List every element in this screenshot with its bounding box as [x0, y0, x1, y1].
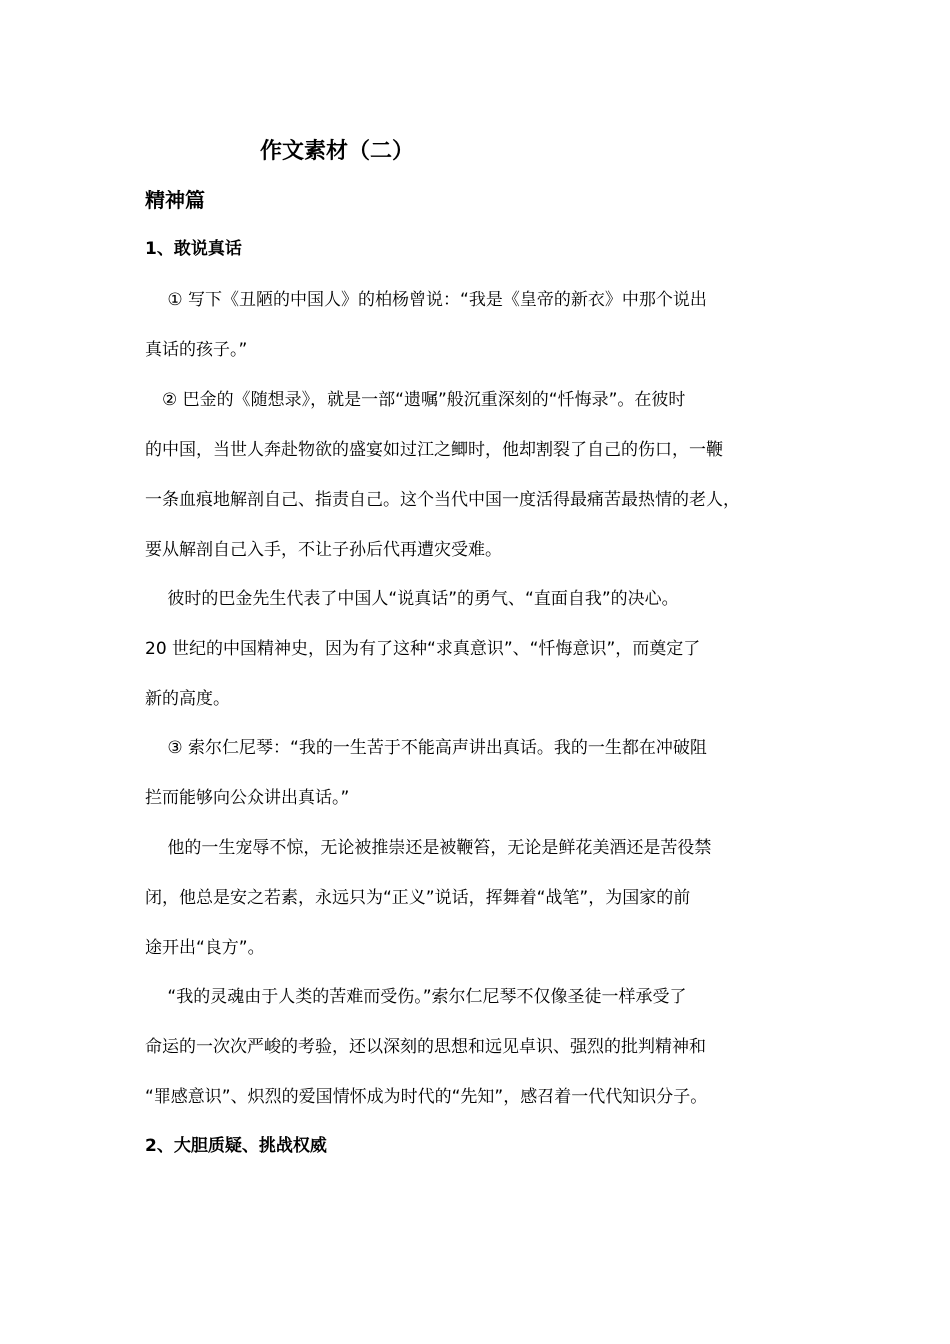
subheading-question-authority: 2、大胆质疑、挑战权威: [145, 1136, 327, 1156]
text-line: 新的高度。: [145, 689, 230, 709]
text-line: 20 世纪的中国精神史，因为有了这种“求真意识”、“忏悔意识”，而奠定了: [145, 639, 701, 659]
text-line: 途开出“良方”。: [145, 938, 265, 958]
text-line: 他的一生宠辱不惊，无论被推崇还是被鞭笞，无论是鲜花美酒还是苦役禁: [145, 838, 712, 858]
paragraph-ba-jin: [145, 375, 805, 575]
document-title: 作文素材（二）: [260, 139, 415, 164]
text-line: 闭，他总是安之若素，永远只为“正义”说话，挥舞着“战笔”，为国家的前: [145, 888, 691, 908]
text-line: “罪感意识”、炽烈的爱国情怀成为时代的“先知”，感召着一代代知识分子。: [145, 1087, 708, 1107]
text-line: 拦而能够向公众讲出真话。”: [145, 788, 350, 808]
text-line: ② 巴金的《随想录》，就是一部“遗嘱”般沉重深刻的“忏悔录”。在彼时: [145, 390, 686, 410]
text-line: 的中国，当世人奔赴物欲的盛宴如过江之鲫时，他却割裂了自己的伤口，一鞭: [145, 440, 723, 460]
text-line: 要从解剖自己入手，不让子孙后代再遭灾受难。: [145, 540, 502, 560]
text-line: 命运的一次次严峻的考验，还以深刻的思想和远见卓识、强烈的批判精神和: [145, 1037, 706, 1057]
text-line: 彼时的巴金先生代表了中国人“说真话”的勇气、“直面自我”的决心。: [145, 589, 679, 609]
text-line: ① 写下《丑陋的中国人》的柏杨曾说：“我是《皇帝的新衣》中那个说出: [145, 290, 707, 310]
paragraph-solzhenitsyn-life: [145, 823, 805, 973]
paragraph-solzhenitsyn-soul: [145, 972, 805, 1122]
paragraph-bo-yang: [145, 275, 805, 375]
subheading-speak-truth: 1、敢说真话: [145, 239, 242, 259]
paragraph-ba-jin-courage: [145, 574, 805, 724]
text-line: 一条血痕地解剖自己、指责自己。这个当代中国一度活得最痛苦最热情的老人，: [145, 490, 740, 510]
text-line: “我的灵魂由于人类的苦难而受伤。”索尔仁尼琴不仅像圣徒一样承受了: [145, 987, 687, 1007]
section-heading: 精神篇: [145, 188, 205, 212]
text-line: ③ 索尔仁尼琴：“我的一生苦于不能高声讲出真话。我的一生都在冲破阻: [145, 738, 707, 758]
text-line: 真话的孩子。”: [145, 340, 248, 360]
paragraph-solzhenitsyn: [145, 723, 805, 823]
